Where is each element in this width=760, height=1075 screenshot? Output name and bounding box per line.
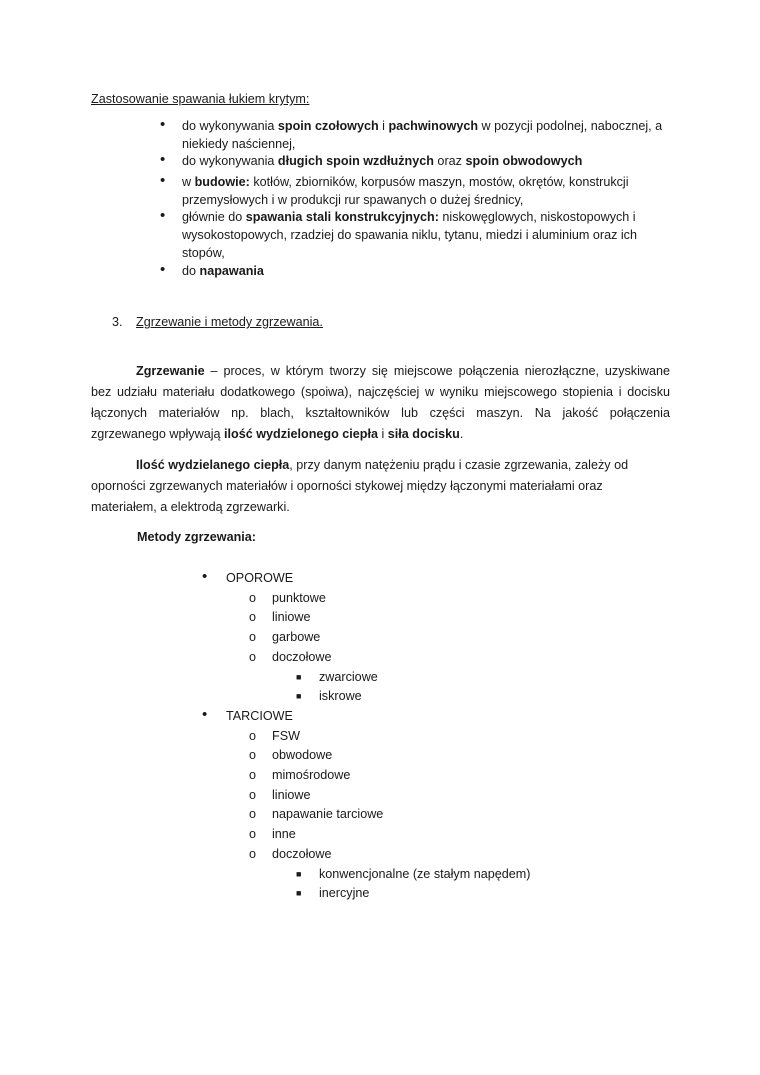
method-category: TARCIOWE (226, 708, 293, 723)
circle-icon: o (249, 728, 257, 743)
method-item: liniowe (272, 787, 311, 802)
bold-text: spawania stali konstrukcyjnych: (245, 210, 439, 224)
list-item-line (182, 243, 225, 263)
text: , przy danym natężeniu prądu i czasie zgrzewania, zależy od (289, 458, 629, 472)
paragraph-line (91, 382, 670, 403)
text: niekiedy naściennej, (182, 137, 296, 151)
paragraph-line (136, 455, 628, 475)
text: stopów, (182, 246, 225, 260)
text: łączonych materiałów np. blach, kształtowników lub części maszyn. Na jakość połączenia (91, 406, 670, 420)
list-item-line (182, 151, 582, 171)
method-item: doczołowe (272, 846, 332, 861)
bold-text: spoin obwodowych (465, 154, 583, 168)
bullet-icon: • (160, 172, 166, 189)
method-subitem: zwarciowe (319, 669, 378, 684)
circle-icon: o (249, 748, 257, 763)
text: do (182, 264, 200, 278)
method-subitem: inercyjne (319, 886, 370, 901)
method-item: obwodowe (272, 748, 333, 763)
circle-icon: o (249, 590, 257, 605)
text: bez udziału materiału dodatkowego (spoiwa), najczęściej w wyniku miejscowego stopienia i docisku (91, 385, 670, 399)
methods-heading: Metody zgrzewania: (137, 530, 256, 544)
method-item: punktowe (272, 590, 326, 605)
bold-text: spoin czołowych (277, 119, 379, 133)
list-item-line (182, 207, 636, 227)
text: kotłów, zbiorników, korpusów maszyn, mostów, okrętów, konstrukcji (249, 175, 629, 189)
method-item: liniowe (272, 610, 311, 625)
paragraph-line (91, 424, 463, 444)
circle-icon: o (249, 807, 257, 822)
text: i (377, 427, 388, 441)
bold-text: budowie: (194, 175, 250, 189)
circle-icon: o (249, 846, 257, 861)
paragraph-line (136, 361, 670, 382)
text: – proces, w którym tworzy się miejscowe połączenia nierozłączne, uzyskiwane (204, 364, 670, 378)
circle-icon: o (249, 768, 257, 782)
method-item: inne (272, 827, 296, 842)
text: i (378, 119, 389, 133)
method-item: mimośrodowe (272, 768, 351, 782)
text: przemysłowych i w produkcji rur spawanych o dużej średnicy, (182, 193, 524, 207)
list-item-line (182, 261, 264, 281)
text: w (182, 175, 195, 189)
text: oraz (433, 154, 466, 168)
circle-icon: o (249, 610, 257, 625)
bullet-icon: • (202, 705, 208, 723)
section-heading: Zastosowanie spawania łukiem krytym: (91, 92, 310, 106)
method-item: doczołowe (272, 649, 332, 664)
text: głównie do (182, 210, 246, 224)
bold-text: siła docisku (387, 427, 460, 441)
paragraph-line (91, 403, 670, 424)
bullet-icon: • (160, 151, 166, 168)
section-number: 3. (112, 315, 123, 329)
section-title: Zgrzewanie i metody zgrzewania. (136, 315, 323, 329)
text: materiałem, a elektrodą zgrzewarki. (91, 500, 290, 514)
bold-text: Ilość wydzielanego ciepła (136, 458, 290, 472)
text: oporności zgrzewanych materiałów i oporności stykowej między łączonymi materiałami oraz (91, 479, 603, 493)
circle-icon: o (249, 787, 257, 802)
list-item-line (182, 172, 629, 192)
text: . (459, 427, 464, 441)
text: w pozycji podolnej, nabocznej, a (478, 119, 663, 133)
square-icon: ■ (296, 691, 302, 702)
circle-icon: o (249, 649, 257, 664)
text: do wykonywania (182, 154, 278, 168)
method-subitem: iskrowe (319, 689, 362, 704)
paragraph-line (91, 497, 290, 517)
square-icon: ■ (296, 868, 302, 879)
bold-text: pachwinowych (388, 119, 479, 133)
bold-text: długich spoin wzdłużnych (277, 154, 434, 168)
method-category: OPOROWE (226, 571, 294, 585)
bold-text: ilość wydzielonego ciepła (224, 427, 378, 441)
bullet-icon: • (160, 261, 166, 278)
bullet-icon: • (160, 207, 166, 224)
text: do wykonywania (182, 119, 278, 133)
section-3-heading (112, 312, 323, 332)
text: wysokostopowych, rzadziej do spawania niklu, tytanu, miedzi i aluminium oraz ich (182, 228, 637, 242)
bold-text: Zgrzewanie (136, 364, 205, 378)
text: zgrzewanego wpływają (91, 427, 225, 441)
method-item: napawanie tarciowe (272, 807, 384, 822)
method-item: garbowe (272, 630, 321, 645)
square-icon: ■ (296, 888, 302, 899)
list-item-line (182, 116, 662, 136)
circle-icon: o (249, 827, 257, 842)
bullet-icon: • (202, 568, 208, 585)
bold-text: napawania (199, 264, 264, 278)
method-subitem: konwencjonalne (ze stałym napędem) (319, 866, 531, 881)
list-item-line (182, 225, 637, 245)
method-item: FSW (272, 728, 300, 743)
square-icon: ■ (296, 671, 302, 682)
text: niskowęglowych, niskostopowych i (438, 210, 636, 224)
paragraph-line (91, 476, 603, 496)
bullet-icon: • (160, 116, 166, 133)
circle-icon: o (249, 630, 257, 645)
